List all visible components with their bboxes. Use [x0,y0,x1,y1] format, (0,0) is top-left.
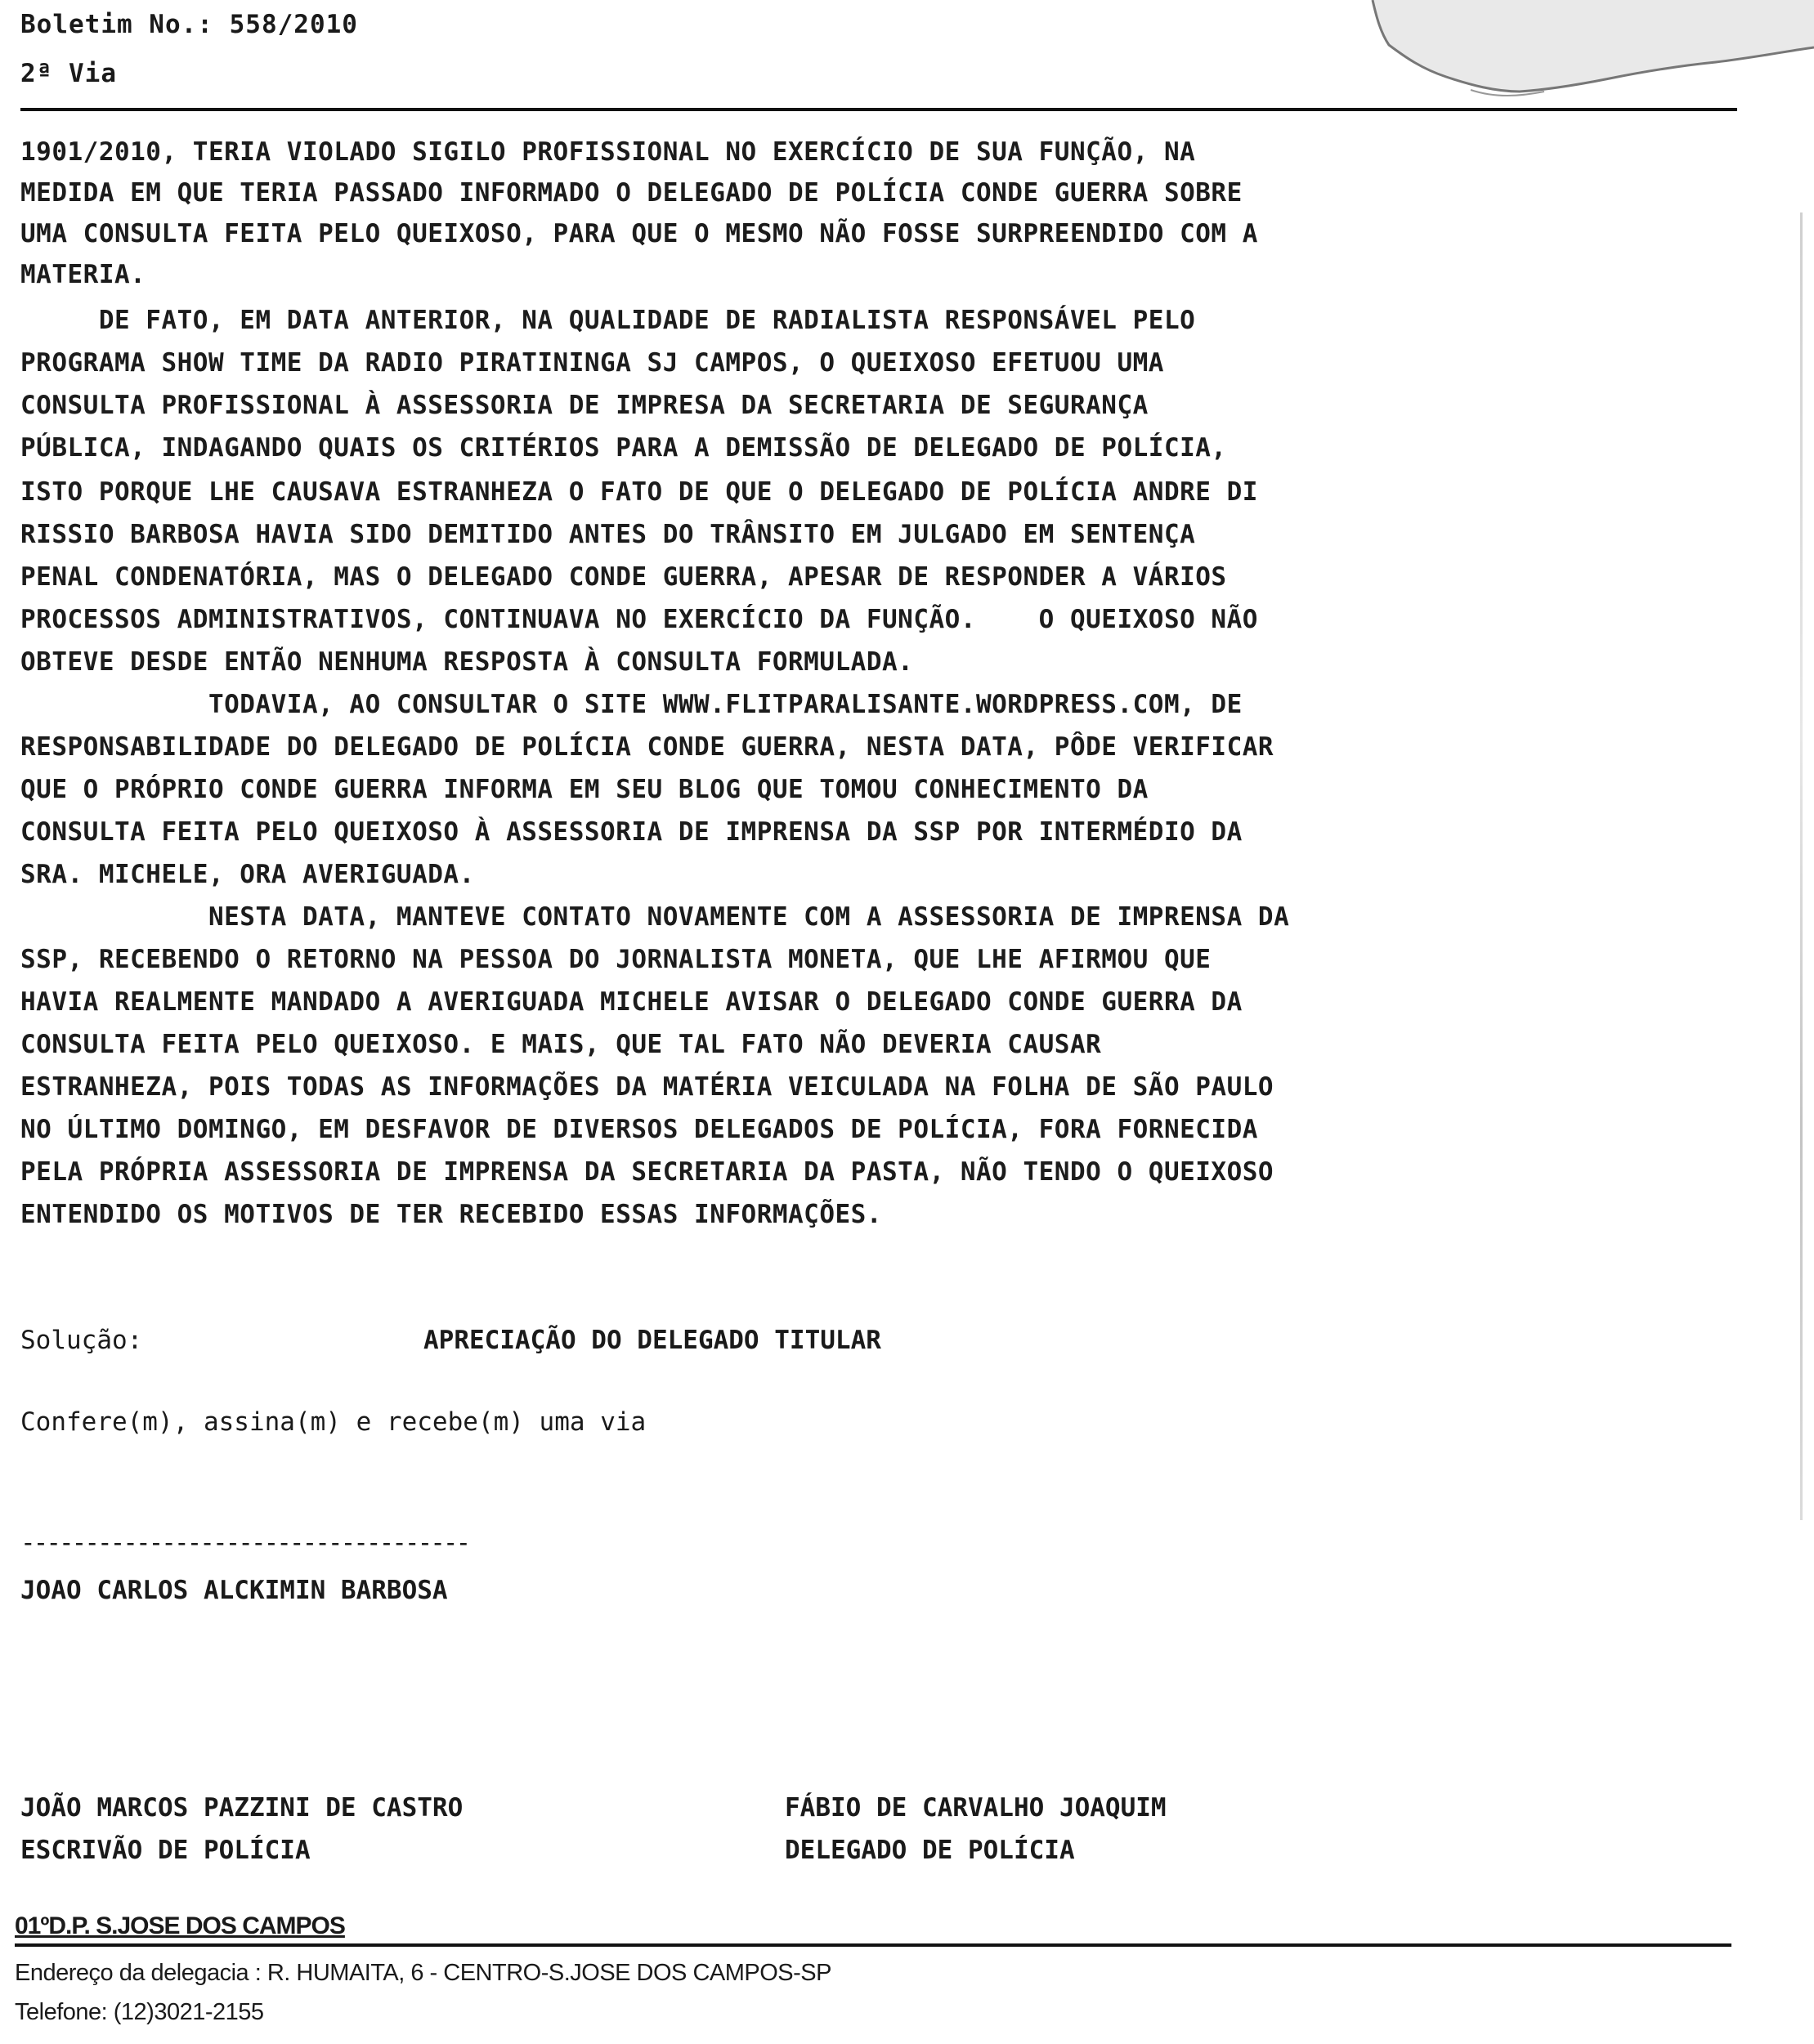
body-line: ISTO PORQUE LHE CAUSAVA ESTRANHEZA O FATO DE QUE O DELEGADO DE POLÍCIA ANDRE DI [20,477,1258,507]
footer-rule [15,1943,1731,1947]
body-line: CONSULTA FEITA PELO QUEIXOSO À ASSESSORIA DE IMPRENSA DA SSP POR INTERMÉDIO DA [20,817,1243,847]
body-line: 1901/2010, TERIA VIOLADO SIGILO PROFISSIONAL NO EXERCÍCIO DE SUA FUNÇÃO, NA [20,137,1196,167]
body-line: MEDIDA EM QUE TERIA PASSADO INFORMADO O DELEGADO DE POLÍCIA CONDE GUERRA SOBRE [20,178,1243,208]
body-line: UMA CONSULTA FEITA PELO QUEIXOSO, PARA QUE O MESMO NÃO FOSSE SURPREENDIDO COM A [20,219,1258,248]
body-line: PROCESSOS ADMINISTRATIVOS, CONTINUAVA NO EXERCÍCIO DA FUNÇÃO. O QUEIXOSO NÃO [20,605,1258,634]
body-line: RESPONSABILIDADE DO DELEGADO DE POLÍCIA CONDE GUERRA, NESTA DATA, PÔDE VERIFICAR [20,732,1274,762]
station-address: Endereço da delegacia : R. HUMAITA, 6 - CENTRO-S.JOSE DOS CAMPOS-SP [15,1960,831,1986]
body-line: PELA PRÓPRIA ASSESSORIA DE IMPRENSA DA SECRETARIA DA PASTA, NÃO TENDO O QUEIXOSO [20,1157,1274,1187]
delegado-title: DELEGADO DE POLÍCIA [785,1836,1075,1865]
body-line: ENTENDIDO OS MOTIVOS DE TER RECEBIDO ESSAS INFORMAÇÕES. [20,1200,882,1229]
header-rule [20,108,1737,111]
body-line: ESTRANHEZA, POIS TODAS AS INFORMAÇÕES DA MATÉRIA VEICULADA NA FOLHA DE SÃO PAULO [20,1072,1274,1102]
solucao-label: Solução: [20,1326,143,1355]
station-phone: Telefone: (12)3021-2155 [15,1999,264,2025]
body-line: QUE O PRÓPRIO CONDE GUERRA INFORMA EM SEU BLOG QUE TOMOU CONHECIMENTO DA [20,775,1149,804]
body-line: TODAVIA, AO CONSULTAR O SITE WWW.FLITPARALISANTE.WORDPRESS.COM, DE [20,690,1243,719]
boletim-number: Boletim No.: 558/2010 [20,10,358,39]
body-line: MATERIA. [20,260,146,289]
solucao-value: APRECIAÇÃO DO DELEGADO TITULAR [423,1326,881,1355]
confere-text: Confere(m), assina(m) e recebe(m) uma via [20,1407,647,1437]
body-line: SSP, RECEBENDO O RETORNO NA PESSOA DO JORNALISTA MONETA, QUE LHE AFIRMOU QUE [20,945,1212,974]
escrivao-name: JOÃO MARCOS PAZZINI DE CASTRO [20,1793,464,1823]
body-line: RISSIO BARBOSA HAVIA SIDO DEMITIDO ANTES DO TRÂNSITO EM JULGADO EM SENTENÇA [20,520,1196,549]
body-line: PROGRAMA SHOW TIME DA RADIO PIRATININGA SJ CAMPOS, O QUEIXOSO EFETUOU UMA [20,348,1164,378]
body-line: NO ÚLTIMO DOMINGO, EM DESFAVOR DE DIVERSOS DELEGADOS DE POLÍCIA, FORA FORNECIDA [20,1115,1258,1144]
body-line: SRA. MICHELE, ORA AVERIGUADA. [20,860,475,889]
signature-line: ----------------------------------- [20,1528,469,1558]
torn-corner-decoration [1225,0,1814,98]
signer-name: JOAO CARLOS ALCKIMIN BARBOSA [20,1576,448,1605]
body-line: CONSULTA PROFISSIONAL À ASSESSORIA DE IMPRESA DA SECRETARIA DE SEGURANÇA [20,391,1149,420]
page-edge-shadow [1800,212,1803,1520]
escrivao-title: ESCRIVÃO DE POLÍCIA [20,1836,311,1865]
body-line: PENAL CONDENATÓRIA, MAS O DELEGADO CONDE GUERRA, APESAR DE RESPONDER A VÁRIOS [20,562,1227,592]
police-station-name: 01ºD.P. S.JOSE DOS CAMPOS [15,1912,345,1939]
body-line: CONSULTA FEITA PELO QUEIXOSO. E MAIS, QUE TAL FATO NÃO DEVERIA CAUSAR [20,1030,1102,1059]
via-label: 2ª Via [20,59,117,88]
body-line: DE FATO, EM DATA ANTERIOR, NA QUALIDADE DE RADIALISTA RESPONSÁVEL PELO [20,306,1196,335]
body-line: OBTEVE DESDE ENTÃO NENHUMA RESPOSTA À CONSULTA FORMULADA. [20,647,914,677]
body-line: HAVIA REALMENTE MANDADO A AVERIGUADA MICHELE AVISAR O DELEGADO CONDE GUERRA DA [20,987,1243,1017]
delegado-name: FÁBIO DE CARVALHO JOAQUIM [785,1793,1167,1823]
body-line: PÚBLICA, INDAGANDO QUAIS OS CRITÉRIOS PARA A DEMISSÃO DE DELEGADO DE POLÍCIA, [20,433,1227,463]
body-line: NESTA DATA, MANTEVE CONTATO NOVAMENTE COM A ASSESSORIA DE IMPRENSA DA [20,902,1290,932]
